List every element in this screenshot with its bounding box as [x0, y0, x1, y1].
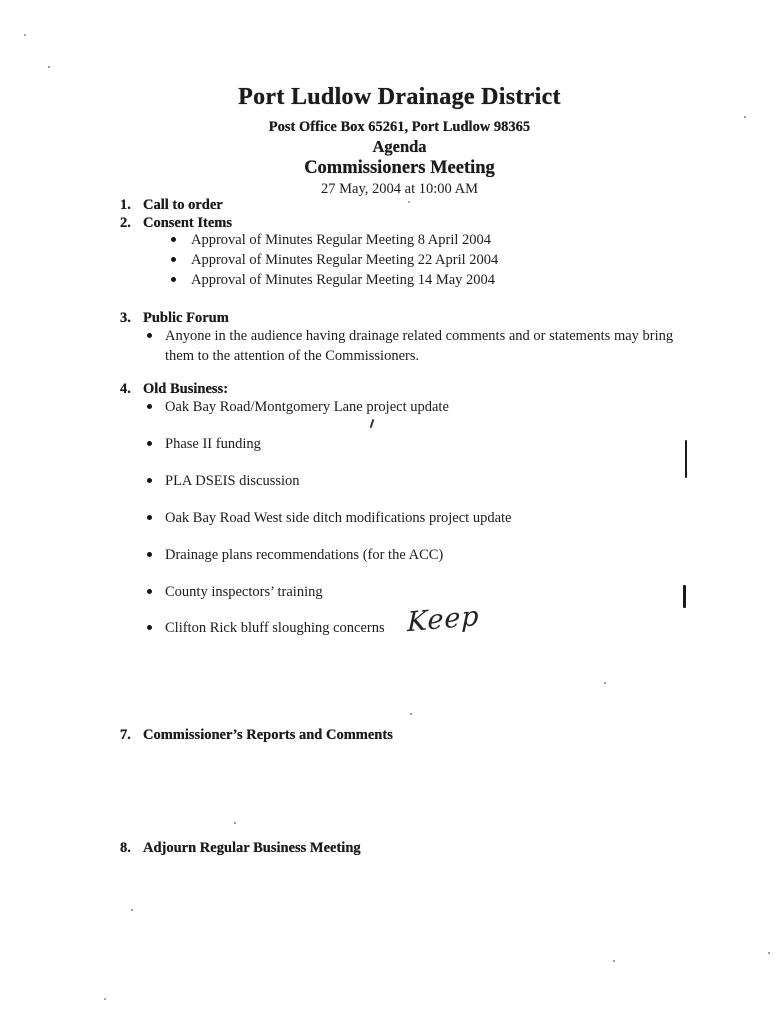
- bullet-text: Drainage plans recommendations (for the ACC): [165, 547, 444, 563]
- agenda-item-adjourn: [120, 840, 361, 857]
- item-number: 4.: [120, 381, 131, 397]
- bullet-text: Oak Bay Road West side ditch modifications project update: [165, 510, 512, 526]
- margin-pen-mark: [683, 585, 686, 608]
- agenda-item-commissioners-reports: [120, 727, 393, 744]
- list-item: [171, 270, 495, 290]
- bullet-icon: [147, 441, 152, 446]
- bullet-icon: [171, 257, 176, 262]
- list-item: [147, 434, 261, 454]
- item-title: Adjourn Regular Business Meeting: [143, 840, 361, 856]
- bullet-text: Approval of Minutes Regular Meeting 22 April 2004: [191, 252, 499, 268]
- list-item: [147, 471, 300, 491]
- scan-speck: [408, 201, 410, 203]
- list-item: [147, 397, 449, 417]
- bullet-text: County inspectors’ training: [165, 584, 323, 600]
- bullet-text: Approval of Minutes Regular Meeting 8 April 2004: [191, 232, 492, 248]
- list-item: [147, 618, 385, 638]
- item-number: 2.: [120, 215, 131, 231]
- scan-speck: [104, 998, 106, 1000]
- bullet-icon: [147, 333, 152, 338]
- item-title: Call to order: [143, 197, 223, 213]
- scan-speck: [410, 713, 412, 715]
- bullet-text: Oak Bay Road/Montgomery Lane project update: [165, 399, 449, 415]
- bullet-text: Clifton Rick bluff sloughing concerns: [165, 620, 385, 636]
- bullet-icon: [147, 478, 152, 483]
- meeting-datetime: 27 May, 2004 at 10:00 AM: [321, 181, 478, 197]
- list-item: [171, 230, 491, 250]
- scan-speck: [131, 909, 133, 911]
- list-item: [147, 582, 323, 602]
- scan-speck: [234, 822, 236, 824]
- margin-pen-mark: [685, 440, 687, 478]
- item-title: Commissioner’s Reports and Comments: [143, 727, 393, 743]
- agenda-label: Agenda: [372, 137, 427, 156]
- scan-speck: [613, 960, 615, 962]
- stray-pen-mark: [370, 419, 374, 428]
- bullet-icon: [147, 552, 152, 557]
- bullet-text: PLA DSEIS discussion: [165, 473, 300, 489]
- handwritten-keep-note: Keep: [406, 600, 480, 639]
- scan-speck: [604, 682, 606, 684]
- scan-speck: [768, 952, 770, 954]
- scan-speck: [744, 116, 746, 118]
- bullet-icon: [171, 237, 176, 242]
- bullet-icon: [147, 589, 152, 594]
- list-item: [171, 250, 498, 270]
- bullet-text: Phase II funding: [165, 436, 261, 452]
- agenda-item-call-to-order: [120, 197, 223, 214]
- agenda-item-public-forum: [120, 310, 229, 327]
- item-number: 8.: [120, 840, 131, 856]
- list-item: [147, 508, 512, 528]
- item-number: 1.: [120, 197, 131, 213]
- bullet-icon: [147, 515, 152, 520]
- bullet-text: Approval of Minutes Regular Meeting 14 May 2004: [191, 272, 496, 288]
- agenda-item-old-business: [120, 381, 228, 398]
- bullet-icon: [171, 277, 176, 282]
- bullet-icon: [147, 404, 152, 409]
- item-title: Old Business:: [143, 381, 229, 397]
- list-item: [147, 545, 443, 565]
- item-title: Consent Items: [143, 215, 233, 231]
- po-box-address: Post Office Box 65261, Port Ludlow 98365: [268, 119, 531, 135]
- item-number: 7.: [120, 727, 131, 743]
- bullet-text: Anyone in the audience having drainage related comments and or statements may bring them to the attention of the Commissioners.: [165, 328, 674, 364]
- document-title: Port Ludlow Drainage District: [238, 84, 561, 110]
- scan-speck: [24, 34, 26, 36]
- list-item: [147, 326, 677, 366]
- scan-speck: [48, 66, 50, 68]
- item-title: Public Forum: [143, 310, 229, 326]
- meeting-title: Commissioners Meeting: [304, 158, 495, 178]
- bullet-icon: [147, 625, 152, 630]
- item-number: 3.: [120, 310, 131, 326]
